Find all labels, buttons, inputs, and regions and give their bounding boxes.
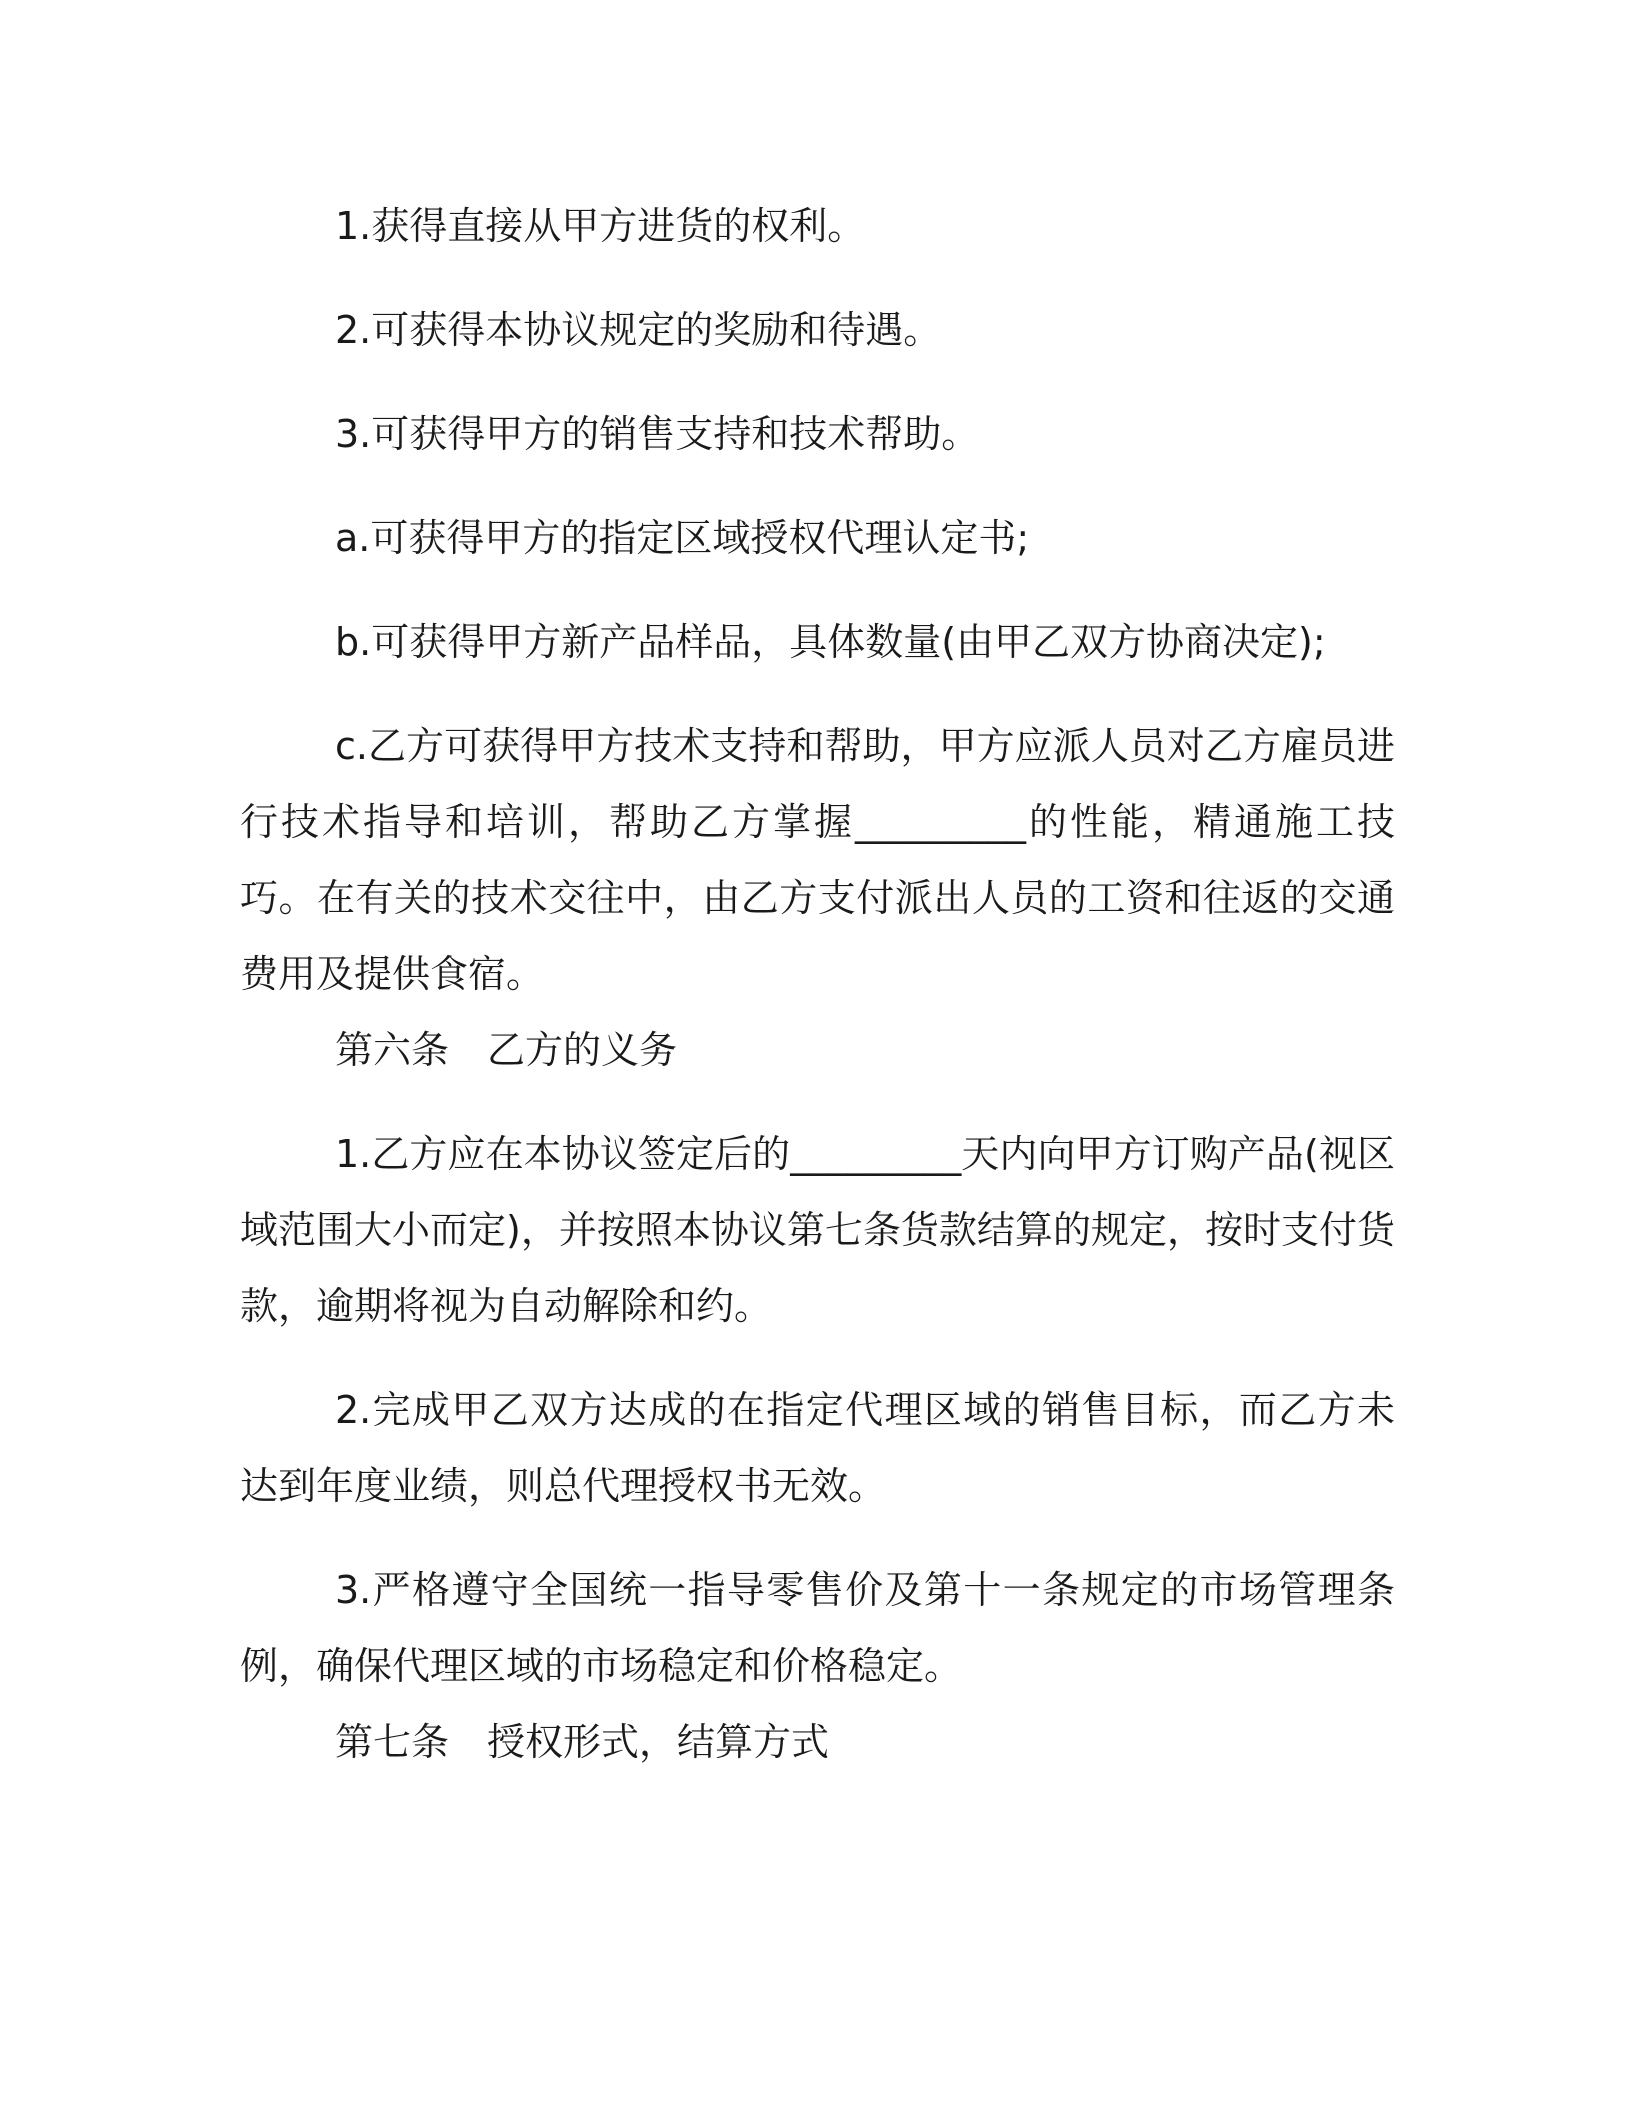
clause-subitem-c: c.乙方可获得甲方技术支持和帮助，甲方应派人员对乙方雇员进行技术指导和培训，帮助乙方掌握_________的性能，精通施工技巧。在有关的技术交往中，由乙方支付派出人员的工资和往返的交通费用及提供食宿。 [240,724,1395,996]
clause-subitem-a: a.可获得甲方的指定区域授权代理认定书; [335,516,1030,560]
obligation-item-3: 3.严格遵守全国统一指导零售价及第十一条规定的市场管理条例，确保代理区域的市场稳定和价格稳定。 [240,1568,1395,1688]
clause-item-1: 1.获得直接从甲方进货的权利。 [335,204,866,248]
article-6-heading: 第六条 乙方的义务 [335,1028,678,1072]
article-7-heading: 第七条 授权形式，结算方式 [335,1720,830,1764]
document-body [240,188,1395,1780]
obligation-item-1: 1.乙方应在本协议签定后的_________天内向甲方订购产品(视区域范围大小而定)，并按照本协议第七条货款结算的规定，按时支付货款，逾期将视为自动解除和约。 [240,1132,1395,1328]
clause-item-3: 3.可获得甲方的销售支持和技术帮助。 [335,412,980,456]
obligation-item-2: 2.完成甲乙双方达成的在指定代理区域的销售目标，而乙方未达到年度业绩，则总代理授权书无效。 [240,1388,1395,1508]
clause-subitem-b: b.可获得甲方新产品样品，具体数量(由甲乙双方协商决定); [335,620,1326,664]
clause-item-2: 2.可获得本协议规定的奖励和待遇。 [335,308,942,352]
